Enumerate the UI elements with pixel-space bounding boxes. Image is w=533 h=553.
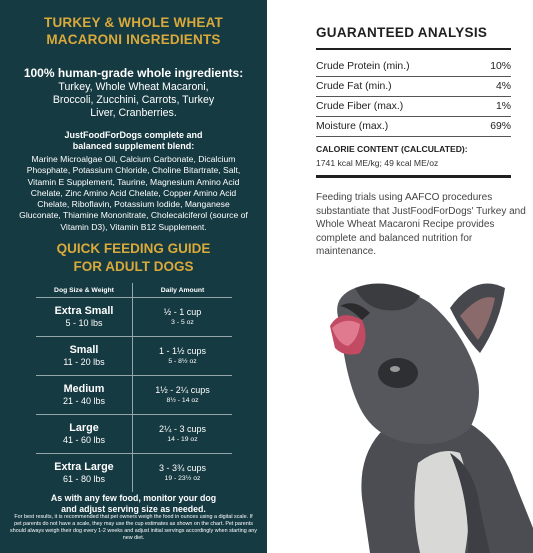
analysis-value: 4% — [495, 81, 511, 92]
dog-photo — [300, 268, 533, 553]
fine-print: For best results, it is recommended that pet owners weigh the food in ounces using a digital scale. If pet parents do not have a scale, they may use the cup estimates as shown on the chart. Pet parents should always weigh their dog every 1-2 weeks and adjust initial servings accordingly when starting any new diet. — [10, 514, 257, 541]
size-name: Medium — [63, 383, 105, 395]
human-grade-list: Turkey, Whole Wheat Macaroni, Broccoli, Zucchini, Carrots, Turkey Liver, Cranberries. — [52, 81, 215, 119]
feeding-guide-title — [0, 240, 267, 276]
table-row — [36, 337, 232, 376]
analysis-label: Crude Fiber (max.) — [316, 101, 404, 112]
table-row — [36, 376, 232, 415]
size-weight: 61 - 80 lbs — [62, 474, 106, 484]
size-weight: 11 - 20 lbs — [63, 357, 105, 367]
analysis-row — [316, 77, 511, 97]
analysis-value: 69% — [490, 121, 511, 132]
analysis-title: GUARANTEED ANALYSIS — [316, 25, 488, 40]
size-name: Extra Small — [54, 305, 114, 317]
ingredients-title-line-1: TURKEY & WHOLE WHEAT — [44, 15, 223, 30]
supplement-heading-line-1: JustFoodForDogs complete and — [64, 130, 203, 140]
amount-oz: 14 - 19 oz — [167, 436, 198, 443]
analysis-title-rule — [316, 48, 511, 50]
size-name: Small — [69, 344, 99, 356]
monitor-note — [0, 493, 267, 514]
col-amount-header: Daily Amount — [160, 286, 205, 294]
feeding-trials-statement: Feeding trials using AAFCO procedures substantiate that JustFoodForDogs' Turkey and Whole Wheat Macaroni Recipe provides complete and balanced nutrition for maintenance. — [316, 192, 526, 258]
analysis-label: Moisture (max.) — [316, 121, 389, 132]
table-row — [36, 415, 232, 454]
feeding-guide-title-line-1: QUICK FEEDING GUIDE — [56, 241, 211, 256]
analysis-value: 10% — [490, 61, 511, 72]
amount-cups: 2¼ - 3 cups — [158, 424, 207, 434]
analysis-row — [316, 57, 511, 77]
amount-oz: 8½ - 14 oz — [166, 397, 199, 404]
analysis-row — [316, 117, 511, 137]
col-size-header: Dog Size & Weight — [36, 283, 133, 297]
supplement-heading — [0, 130, 267, 152]
table-row — [36, 454, 232, 492]
size-weight: 21 - 40 lbs — [62, 396, 106, 406]
human-grade-heading: 100% human-grade whole ingredients: — [23, 66, 244, 80]
supplement-heading-line-2: balanced supplement blend: — [72, 141, 195, 151]
calorie-label: CALORIE CONTENT (CALCULATED): — [316, 144, 468, 154]
monitor-note-line-1: As with any few food, monitor your dog — [50, 493, 217, 503]
amount-cups: 1½ - 2¼ cups — [155, 385, 210, 395]
analysis-label: Crude Protein (min.) — [316, 61, 410, 72]
feeding-table-header — [36, 283, 232, 298]
amount-oz: 19 - 23½ oz — [164, 475, 201, 482]
analysis-bottom-rule — [316, 175, 511, 178]
ingredients-title-line-2: MACARONI INGREDIENTS — [46, 32, 221, 47]
table-row — [36, 298, 232, 337]
feeding-guide-title-line-2: FOR ADULT DOGS — [73, 259, 194, 274]
amount-oz: 5 - 8½ oz — [168, 358, 197, 365]
amount-cups: 3 - 3¾ cups — [158, 463, 207, 473]
size-name: Extra Large — [54, 461, 114, 473]
amount-cups: 1 - 1½ cups — [158, 346, 207, 356]
calorie-value: 1741 kcal ME/kg; 49 kcal ME/oz — [316, 158, 439, 168]
ingredients-title — [0, 14, 267, 48]
analysis-label: Crude Fat (min.) — [316, 81, 392, 92]
size-weight: 41 - 60 lbs — [62, 435, 106, 445]
feeding-table — [36, 283, 232, 492]
analysis-row — [316, 97, 511, 117]
amount-cups: ½ - 1 cup — [163, 307, 202, 317]
monitor-note-line-2: and adjust serving size as needed. — [61, 503, 206, 514]
size-weight: 5 - 10 lbs — [65, 318, 103, 328]
amount-oz: 3 - 5 oz — [171, 319, 194, 326]
analysis-value: 1% — [495, 101, 511, 112]
size-name: Large — [69, 422, 99, 434]
supplement-list: Marine Microalgae Oil, Calcium Carbonate, Dicalcium Phosphate, Potassium Chloride, Choline Bitartrate, Salt, Vitamin E Supplement, Taurine, Magnesium Amino Acid Chelate, Zinc Amino Acid Chelate, Copper Amino Acid Chelate, Riboflavin, Potassium Iodide, Manganese Gluconate, Thiamine Mononitrate, Cholecalciferol (source of Vitamin D3), Vitamin B12 Supplement. — [19, 154, 248, 232]
